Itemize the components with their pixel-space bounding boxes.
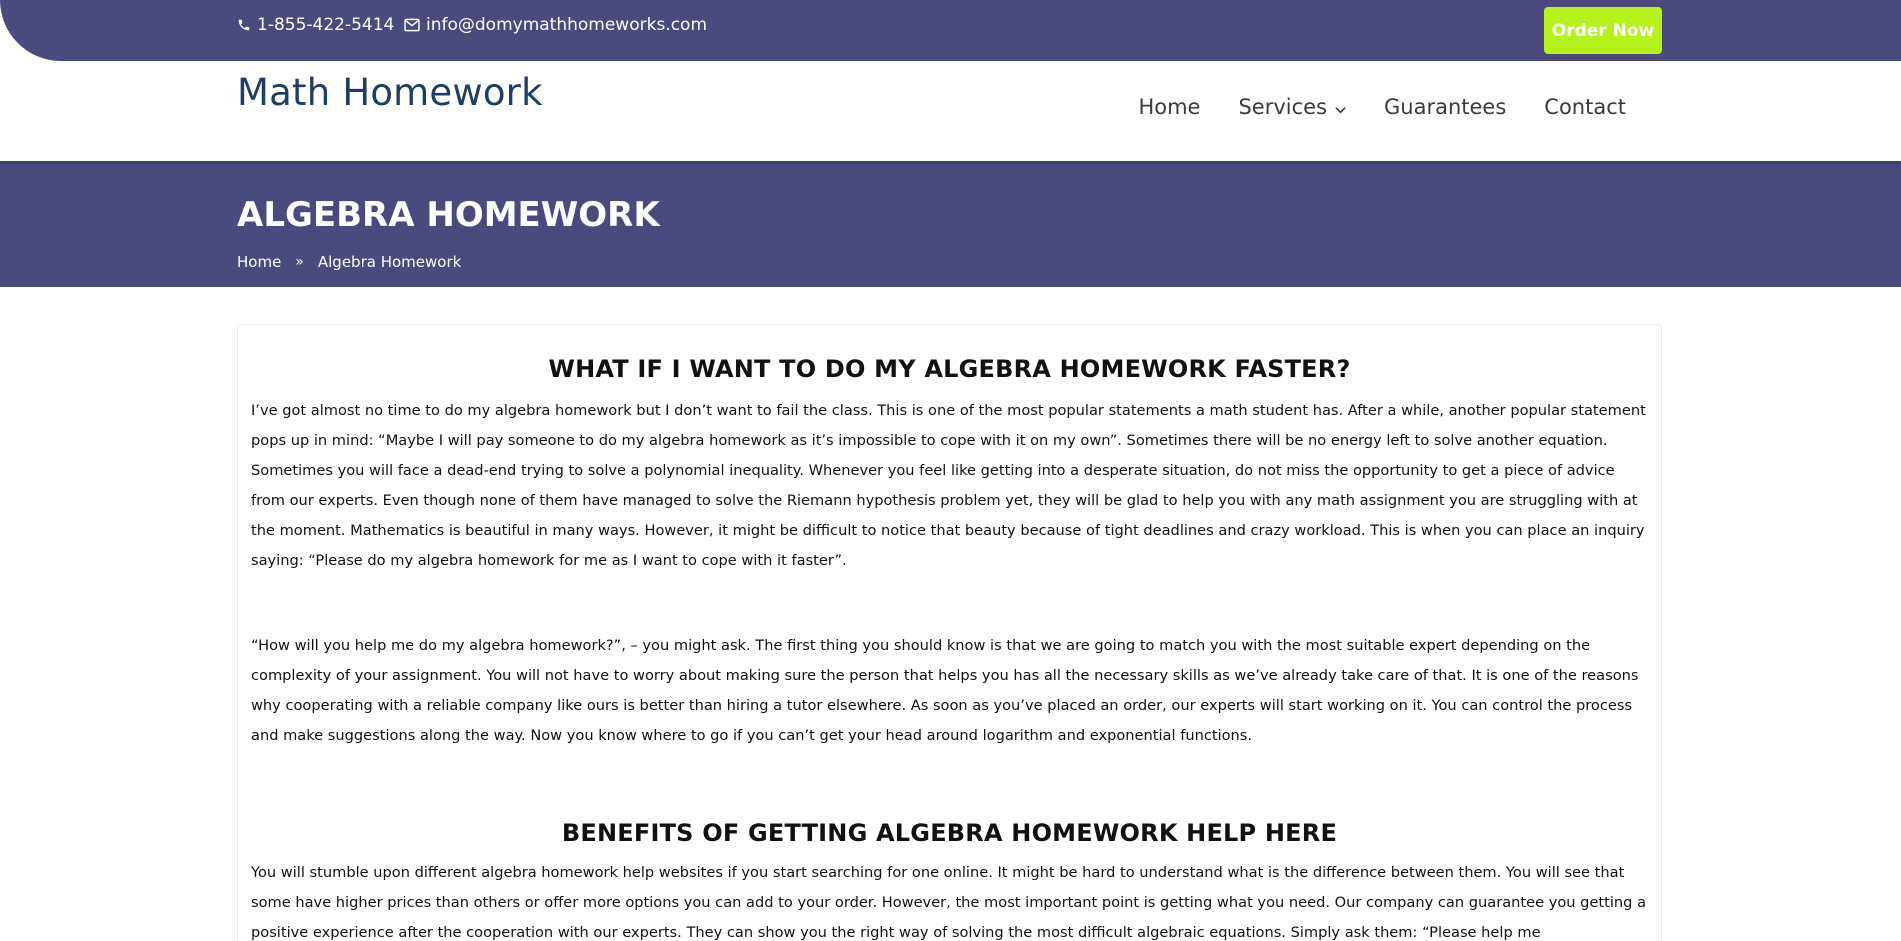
- email-address: info@domymathhomeworks.com: [426, 15, 708, 35]
- nav-item-label: Contact: [1544, 95, 1626, 119]
- paragraph-how-we-help: “How will you help me do my algebra homework?”, – you might ask. The first thing you should know is that we are going to match you with the most suitable expert depending on the complexity of your assignment. You will not have to worry about making sure the person that helps you has all the necessary skills as we’ve already take care of that. It is one of the reasons why cooperating with a reliable company like ours is better than hiring a tutor elsewhere. As soon as you’ve placed an order, our experts will start working on it. You can control the process and make suggestions along the way. Now you know where to go if you can’t get your head around logarithm and exponential functions.: [251, 637, 1639, 744]
- nav-item-label: Services: [1238, 95, 1328, 119]
- content-card: [237, 324, 1662, 941]
- phone-number: 1-855-422-5414: [257, 15, 395, 35]
- phone-contact[interactable]: [237, 15, 394, 35]
- main-nav: [1119, 95, 1626, 119]
- paragraph-intro: I’ve got almost no time to do my algebra homework but I don’t want to fail the class. This is one of the most popular statements a math student has. After a while, another popular statement pops up in mind: “Maybe I will pay someone to do my algebra homework as it’s impossible to cope with it on my own”. Sometimes there will be no energy left to solve another equation. Sometimes you will face a dead-end trying to solve a polynomial inequality. Whenever you feel like getting into a desperate situation, do not miss the opportunity to get a piece of advice from our experts. Even though none of them have managed to solve the Riemann hypothesis problem yet, they will be glad to help you with any math assignment you are struggling with at the moment. Mathematics is beautiful in many ways. However, it might be difficult to notice that beauty because of tight deadlines and crazy workload. This is when you can place an inquiry saying: “Please do my algebra homework for me as I want to cope with it faster”.: [251, 402, 1646, 569]
- section-title-faster: WHAT IF I WANT TO DO MY ALGEBRA HOMEWORK FASTER?: [548, 355, 1351, 383]
- nav-item-label: Guarantees: [1384, 95, 1507, 119]
- paragraph-benefits: You will stumble upon different algebra homework help websites if you start searching for one online. It might be hard to understand what is the difference between them. You will see that some have higher prices than others or offer more options you can add to your order. However, the most important point is getting what you need. Our company can guarantee you getting a positive experience after the cooperation with our experts. They can show you the right way of solving the most difficult algebraic equations. Simply ask them: “Please help me: [251, 864, 1647, 941]
- double-chevron-right-icon: »: [295, 254, 304, 270]
- breadcrumb: [237, 253, 461, 271]
- envelope-icon: [404, 18, 420, 32]
- page-title: ALGEBRA HOMEWORK: [237, 195, 660, 235]
- section-title-benefits: BENEFITS OF GETTING ALGEBRA HOMEWORK HELP HERE: [561, 819, 1338, 847]
- nav-item-contact[interactable]: [1525, 95, 1626, 119]
- order-now-button[interactable]: Order Now: [1544, 7, 1662, 54]
- site-logo[interactable]: Math Homework: [237, 71, 543, 114]
- phone-icon: [237, 18, 251, 32]
- nav-item-home[interactable]: [1119, 95, 1219, 119]
- nav-item-services[interactable]: [1219, 95, 1365, 119]
- breadcrumb-home-link[interactable]: Home: [237, 253, 282, 271]
- chevron-down-icon: [1335, 95, 1346, 119]
- page-banner: [0, 161, 1901, 287]
- top-bar: [0, 0, 1901, 61]
- breadcrumb-current: Algebra Homework: [317, 253, 462, 271]
- nav-item-label: Home: [1138, 95, 1201, 119]
- email-contact[interactable]: [404, 15, 707, 35]
- nav-item-guarantees[interactable]: [1365, 95, 1525, 119]
- site-header: [0, 61, 1901, 161]
